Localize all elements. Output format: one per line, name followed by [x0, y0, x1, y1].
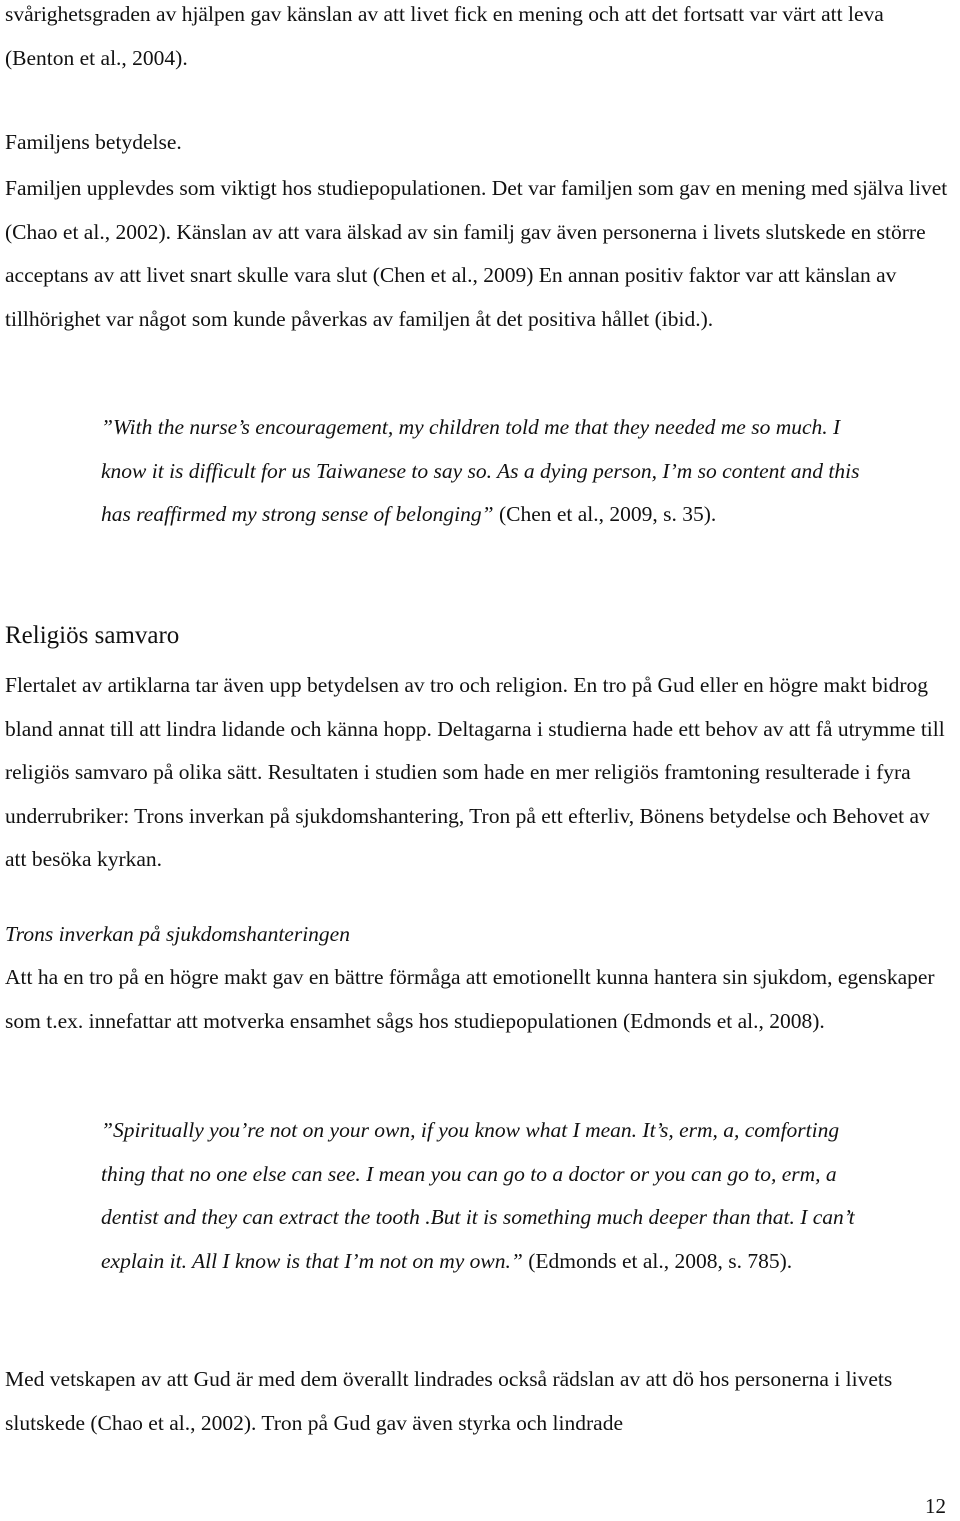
section-heading-religion: Religiös samvaro — [5, 622, 180, 649]
block-quote-2 — [101, 1109, 861, 1283]
paragraph-religion: Flertalet av artiklarna tar även upp betydelsen av tro och religion. En tro på Gud eller en högre makt bidrog bland annat till att lindra lidande och känna hopp. Deltagarna i studierna hade ett behov av att få utrymme till religiös samvaro på olika sätt. Resultaten i studien som hade en mer religiös framtoning resulterade i fyra underrubriker: Trons inverkan på sjukdomshantering, Tron på ett efterliv, Bönens betydelse och Behovet av att besöka kyrkan. — [5, 673, 945, 871]
quote-2-citation: (Edmonds et al., 2008, s. 785). — [522, 1248, 793, 1273]
quote-1-text: ”With the nurse’s encouragement, my children told me that they needed me so much. I know it is difficult for us Taiwanese to say so. As a dying person, I’m so content and this has reaffirmed my strong sense of belonging” — [101, 415, 860, 526]
paragraph-god: Med vetskapen av att Gud är med dem överallt lindrades också rädslan av att dö hos personerna i livets slutskede (Chao et al., 2002). Tron på Gud gav även styrka och lindrade — [5, 1367, 893, 1435]
block-quote-1 — [101, 406, 861, 537]
paragraph-continuation: svårighetsgraden av hjälpen gav känslan av att livet fick en mening och att det fortsatt var värt att leva (Benton et al., 2004). — [5, 2, 884, 70]
quote-2-text: ”Spiritually you’re not on your own, if you know what I mean. It’s, erm, a, comforting thing that no one else can see. I mean you can go to a doctor or you can go to, erm, a dentist and they can extract the tooth .But it is something much deeper than that. I can’t explain it. All I know is that I’m not on my own.” — [101, 1118, 855, 1273]
section-label-family: Familjens betydelse. — [5, 130, 182, 154]
paragraph-faith: Att ha en tro på en högre makt gav en bättre förmåga att emotionellt kunna hantera sin sjukdom, egenskaper som t.ex. innefattar att motverka ensamhet sågs hos studiepopulationen (Edmonds et al., 2008). — [5, 965, 935, 1033]
page-number: 12 — [925, 1494, 946, 1518]
paragraph-family: Familjen upplevdes som viktigt hos studiepopulationen. Det var familjen som gav en mening med själva livet (Chao et al., 2002). Känslan av att vara älskad av sin familj gav även personerna i livets slutskede en större acceptans av att livet snart skulle vara slut (Chen et al., 2009) En annan positiv faktor var att känslan av tillhörighet var något som kunde påverkas av familjen åt det positiva hållet (ibid.). — [5, 176, 948, 331]
quote-1-citation: (Chen et al., 2009, s. 35). — [493, 502, 717, 526]
subheading-faith-impact: Trons inverkan på sjukdomshanteringen — [5, 922, 350, 946]
